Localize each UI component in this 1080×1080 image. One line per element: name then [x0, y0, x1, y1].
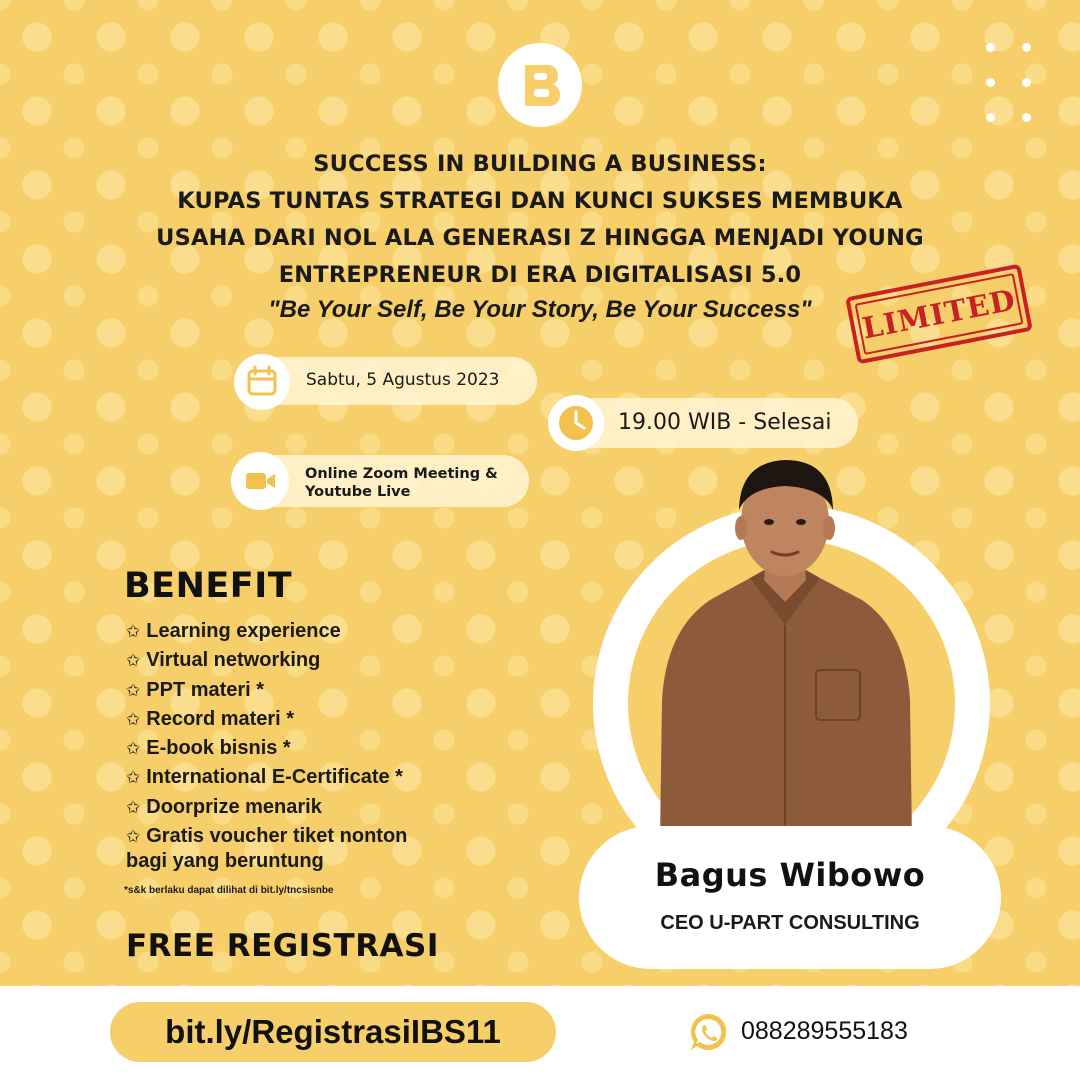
b-logo-icon	[498, 43, 582, 127]
title-line: ENTREPRENEUR DI ERA DIGITALISASI 5.0	[278, 262, 802, 288]
whatsapp-icon	[688, 1011, 730, 1053]
title-line: SUCCESS IN BUILDING A BUSINESS:	[313, 151, 767, 177]
benefit-item	[126, 763, 407, 792]
benefit-item	[126, 617, 407, 646]
benefit-list	[126, 617, 407, 851]
star-icon: ✩	[126, 680, 141, 701]
star-icon: ✩	[126, 827, 141, 848]
decorative-dots	[984, 40, 1040, 126]
benefit-heading: BENEFIT	[124, 566, 293, 606]
event-date: Sabtu, 5 Agustus 2023	[306, 370, 500, 390]
brand-logo	[498, 43, 582, 127]
event-platform	[305, 465, 498, 501]
speaker-card	[579, 826, 1001, 969]
speaker-name: Bagus Wibowo	[654, 856, 926, 894]
speaker-role: CEO U-PART CONSULTING	[660, 912, 920, 934]
platform-line: Online Zoom Meeting &	[305, 466, 498, 482]
star-icon: ✩	[126, 797, 141, 818]
registration-link[interactable]: bit.ly/RegistrasiIBS11	[110, 1002, 556, 1062]
title-line: KUPAS TUNTAS STRATEGI DAN KUNCI SUKSES MEMBUKA	[177, 188, 903, 214]
benefit-item	[126, 676, 407, 705]
free-registration-heading: FREE REGISTRASI	[126, 928, 439, 964]
benefit-item	[126, 734, 407, 763]
benefit-label: International E-Certificate *	[146, 766, 403, 789]
tagline: "Be Your Self, Be Your Story, Be Your Success"	[268, 296, 812, 323]
star-icon: ✩	[126, 739, 141, 760]
event-title	[60, 146, 1020, 294]
contact-phone[interactable]: 088289555183	[741, 1017, 908, 1045]
star-icon: ✩	[126, 768, 141, 789]
clock-icon	[548, 395, 604, 451]
benefit-item	[126, 793, 407, 822]
benefit-tail: bagi yang beruntung	[126, 850, 324, 872]
benefit-label: Virtual networking	[146, 649, 321, 672]
benefit-item	[126, 822, 407, 851]
platform-line: Youtube Live	[305, 484, 411, 500]
video-camera-icon	[231, 452, 289, 510]
benefit-label: PPT materi *	[146, 678, 265, 701]
star-icon: ✩	[126, 622, 141, 642]
terms-note: *s&k berlaku dapat dilihat di bit.ly/tncsisnbe	[124, 885, 334, 896]
star-icon: ✩	[126, 651, 141, 672]
title-line: USAHA DARI NOL ALA GENERASI Z HINGGA MENJADI YOUNG	[156, 225, 924, 251]
benefit-label: Learning experience	[146, 620, 341, 642]
event-time: 19.00 WIB - Selesai	[618, 410, 832, 435]
benefit-label: Gratis voucher tiket nonton	[146, 825, 408, 848]
benefit-item	[126, 705, 407, 734]
stamp-text: LIMITED	[859, 282, 1019, 346]
benefit-item	[126, 646, 407, 675]
benefit-label: Doorprize menarik	[146, 795, 322, 818]
calendar-icon	[234, 354, 290, 410]
speaker-photo	[640, 450, 930, 850]
star-icon: ✩	[126, 709, 141, 730]
benefit-label: Record materi *	[146, 707, 295, 730]
benefit-label: E-book bisnis *	[146, 737, 291, 760]
